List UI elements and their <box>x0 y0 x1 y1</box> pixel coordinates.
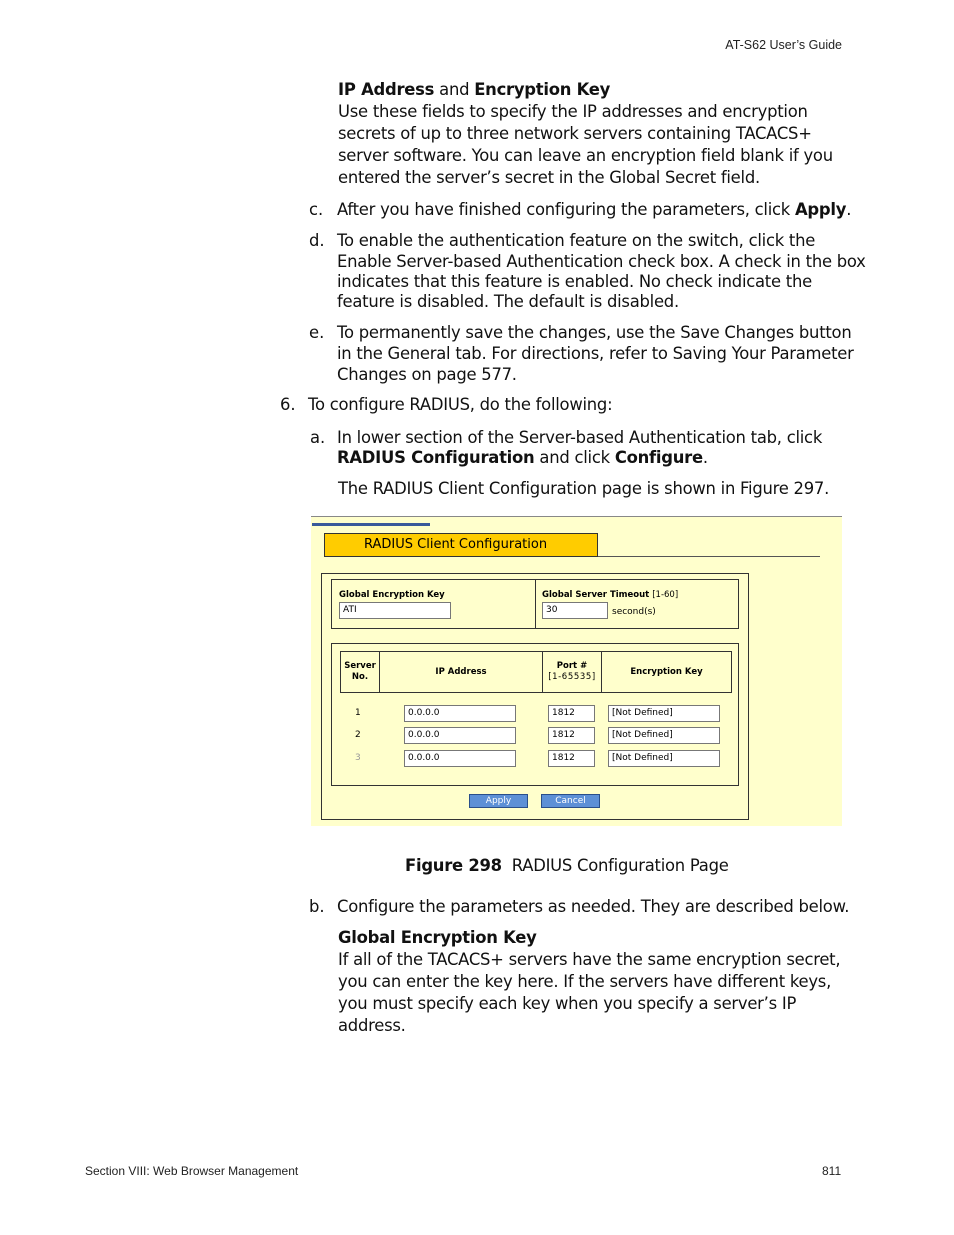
timeout-input[interactable]: 30 <box>542 602 608 619</box>
col-server-no: Server No. <box>341 652 380 692</box>
step-d-line-4: feature is disabled. The default is disabled. <box>337 292 679 311</box>
page-title-box: RADIUS Client Configuration <box>324 533 598 557</box>
ip-encryption-line-3: server software. You can leave an encryption field blank if you <box>338 146 833 165</box>
footer-section: Section VIII: Web Browser Management <box>85 1164 299 1178</box>
gek-line-3: you must specify each key when you specify a server’s IP <box>338 994 797 1013</box>
figure-caption: Figure 298 RADIUS Configuration Page <box>405 856 729 875</box>
row-1-ip-input[interactable]: 0.0.0.0 <box>404 705 516 722</box>
row-2-number: 2 <box>355 730 361 740</box>
gek-line-1: If all of the TACACS+ servers have the same encryption secret, <box>338 950 841 969</box>
step-e-line-3: Changes on page 577. <box>337 365 517 384</box>
row-3-port-input[interactable]: 1812 <box>548 750 595 767</box>
row-1-port-input[interactable]: 1812 <box>548 705 595 722</box>
row-3-number: 3 <box>355 753 361 763</box>
gek-line-2: you can enter the key here. If the servers have different keys, <box>338 972 832 991</box>
tab-indicator <box>312 523 430 526</box>
row-2-key-input[interactable]: [Not Defined] <box>608 727 720 744</box>
step-d-marker: d. <box>309 231 325 250</box>
running-header: AT-S62 User’s Guide <box>725 38 842 52</box>
timeout-unit: second(s) <box>612 607 656 617</box>
row-2-ip-input[interactable]: 0.0.0.0 <box>404 727 516 744</box>
row-3-ip-input[interactable]: 0.0.0.0 <box>404 750 516 767</box>
radius-config-screenshot <box>311 516 842 826</box>
step-d-line-3: indicates that this feature is enabled. No check indicate the <box>337 272 812 291</box>
gek-line-4: address. <box>338 1016 406 1035</box>
step-b-text: Configure the parameters as needed. They are described below. <box>337 897 850 916</box>
col-ip-address: IP Address <box>380 652 543 692</box>
step-6-text: To configure RADIUS, do the following: <box>308 395 613 414</box>
step-6-marker: 6. <box>280 395 296 414</box>
step-e-line-2: in the General tab. For directions, refer to Saving Your Parameter <box>337 344 854 363</box>
row-1-number: 1 <box>355 708 361 718</box>
apply-button[interactable]: Apply <box>469 794 528 808</box>
ip-encryption-line-2: secrets of up to three network servers containing TACACS+ <box>338 124 812 143</box>
footer-page-number: 811 <box>822 1164 842 1178</box>
step-b-marker: b. <box>309 897 325 916</box>
server-table-header <box>340 651 732 693</box>
col-encryption-key: Encryption Key <box>630 666 703 677</box>
ip-encryption-line-4: entered the server’s secret in the Global Secret field. <box>338 168 760 187</box>
step-a-note: The RADIUS Client Configuration page is shown in Figure 297. <box>338 479 830 498</box>
step-c-marker: c. <box>309 200 324 219</box>
step-d-line-1: To enable the authentication feature on the switch, click the <box>337 231 816 250</box>
row-2-port-input[interactable]: 1812 <box>548 727 595 744</box>
row-3-key-input[interactable]: [Not Defined] <box>608 750 720 767</box>
step-c-text: After you have finished configuring the parameters, click Apply. <box>337 200 852 219</box>
ip-encryption-line-1: Use these fields to specify the IP addresses and encryption <box>338 102 808 121</box>
row-1-key-input[interactable]: [Not Defined] <box>608 705 720 722</box>
timeout-label: Global Server Timeout [1-60] <box>542 590 679 600</box>
col-port: Port # [1-65535] <box>543 652 602 692</box>
step-a-marker: a. <box>310 428 326 447</box>
step-d-line-2: Enable Server-based Authentication check box. A check in the box <box>337 252 866 271</box>
step-a-line-2: RADIUS Configuration and click Configure. <box>337 448 708 467</box>
global-settings-divider <box>535 580 536 628</box>
title-rule <box>598 556 820 557</box>
cancel-button[interactable]: Cancel <box>541 794 600 808</box>
global-key-input[interactable]: ATI <box>339 602 451 619</box>
step-e-marker: e. <box>309 323 325 342</box>
ip-encryption-heading: IP Address and Encryption Key <box>338 80 611 99</box>
step-a-line-1: In lower section of the Server-based Authentication tab, click <box>337 428 823 447</box>
gek-heading: Global Encryption Key <box>338 928 537 947</box>
step-e-line-1: To permanently save the changes, use the Save Changes button <box>337 323 852 342</box>
global-key-label: Global Encryption Key <box>339 590 445 600</box>
